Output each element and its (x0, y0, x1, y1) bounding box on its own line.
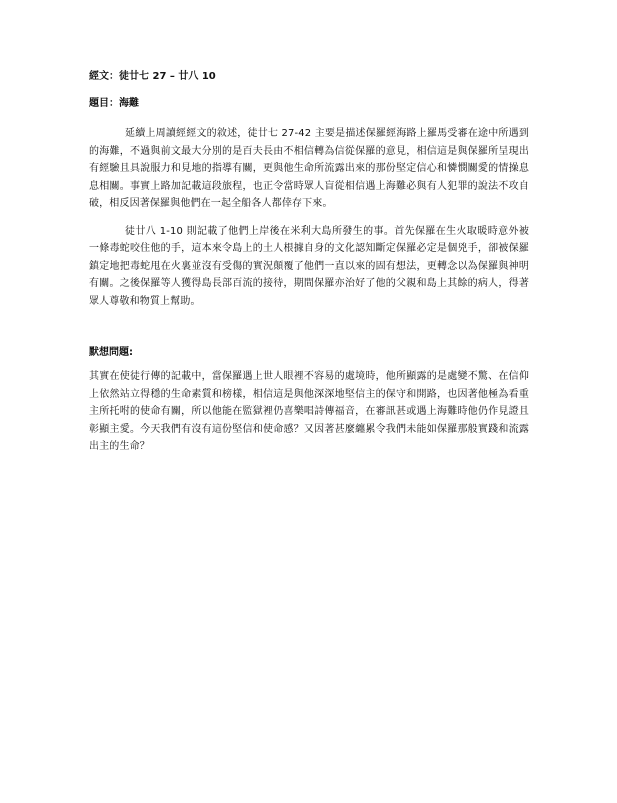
reflection-heading: 默想問題: (89, 347, 133, 358)
topic-title: 題目：海難 (89, 98, 139, 109)
document-body (89, 70, 529, 456)
paragraph-2: 徒廿八 1-10 則記載了他們上岸後在米利大島所發生的事。首先保羅在生火取暖時意外被一條毒蛇咬住他的手，這本來令島上的土人根據自身的文化認知斷定保羅必定是個兇手，卻被保羅鎮定地把毒蛇甩在火裏並沒有受傷的實況顛覆了他們一直以來的固有想法，更轉念以為保羅與神明有關。之後保羅等人獲得島長部百流的接待，期間保羅亦治好了他的父親和島上其餘的病人，得著眾人尊敬和物質上幫助。 (89, 225, 529, 307)
scripture-reference: 經文：徒廿七 27 – 廿八 10 (89, 71, 216, 82)
paragraph-1: 延續上周讀經經文的敘述，徒廿七 27-42 主要是描述保羅經海路上羅馬受審在途中所遇到的海難，不過與前文最大分別的是百夫長由不相信轉為信從保羅的意見，相信這是與保羅所呈現出有經驗且具說服力和見地的指導有關，更與他生命所流露出來的那份堅定信心和憐憫關愛的情操息息相關。事實上路加記載這段旅程，也正令當時眾人盲從相信遇上海難必與有人犯罪的說法不攻自破，相反因著保羅與他們在一起全船各人都倖存下來。 (89, 128, 529, 209)
reflection-body: 其實在使徒行傳的記載中，當保羅遇上世人眼裡不容易的處境時，他所顯露的是處變不驚、在信仰上依然站立得穩的生命素質和榜樣，相信這是與他深深地堅信主的保守和開路，也因著他極為看重主所托咐的使命有關，所以他能在監獄裡仍喜樂唱詩傳福音，在審訊甚或遇上海難時他仍作見證且彰顯主愛。今天我們有沒有這份堅信和使命感？又因著甚麼纏累令我們未能如保羅那般實踐和流露出主的生命？ (89, 371, 529, 452)
